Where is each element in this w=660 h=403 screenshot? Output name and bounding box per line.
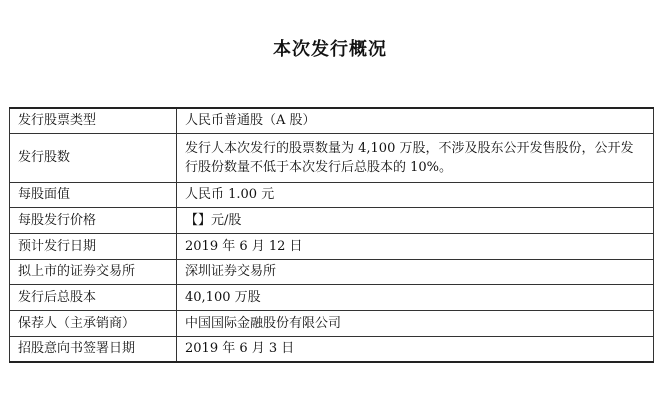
- table-row: [10, 284, 654, 310]
- row-value: 人民币 1.00 元: [177, 182, 654, 207]
- offering-summary-table: [9, 107, 654, 363]
- row-value: 【】元/股: [177, 207, 654, 233]
- table-row: [10, 182, 654, 207]
- table-row: [10, 108, 654, 133]
- page-title: 本次发行概况: [273, 39, 387, 60]
- table-row: [10, 310, 654, 336]
- table-row: [10, 133, 654, 182]
- row-label: 每股发行价格: [10, 207, 177, 233]
- row-value: 中国国际金融股份有限公司: [177, 310, 654, 336]
- row-label: 发行后总股本: [10, 284, 177, 310]
- row-label: 发行股票类型: [10, 108, 177, 133]
- row-value: 发行人本次发行的股票数量为 4,100 万股，不涉及股东公开发售股份，公开发行股份数量不低于本次发行后总股本的 10%。: [177, 133, 654, 182]
- table-row: [10, 336, 654, 362]
- table-row: [10, 259, 654, 284]
- row-label: 拟上市的证券交易所: [10, 259, 177, 284]
- table-row: [10, 233, 654, 259]
- row-label: 保荐人（主承销商）: [10, 310, 177, 336]
- row-value: 深圳证券交易所: [177, 259, 654, 284]
- row-label: 发行股数: [10, 133, 177, 182]
- row-label: 预计发行日期: [10, 233, 177, 259]
- row-label: 招股意向书签署日期: [10, 336, 177, 362]
- row-value: 2019 年 6 月 3 日: [177, 336, 654, 362]
- row-label: 每股面值: [10, 182, 177, 207]
- row-value: 2019 年 6 月 12 日: [177, 233, 654, 259]
- row-value: 40,100 万股: [177, 284, 654, 310]
- table-row: [10, 207, 654, 233]
- row-value: 人民币普通股（A 股）: [177, 108, 654, 133]
